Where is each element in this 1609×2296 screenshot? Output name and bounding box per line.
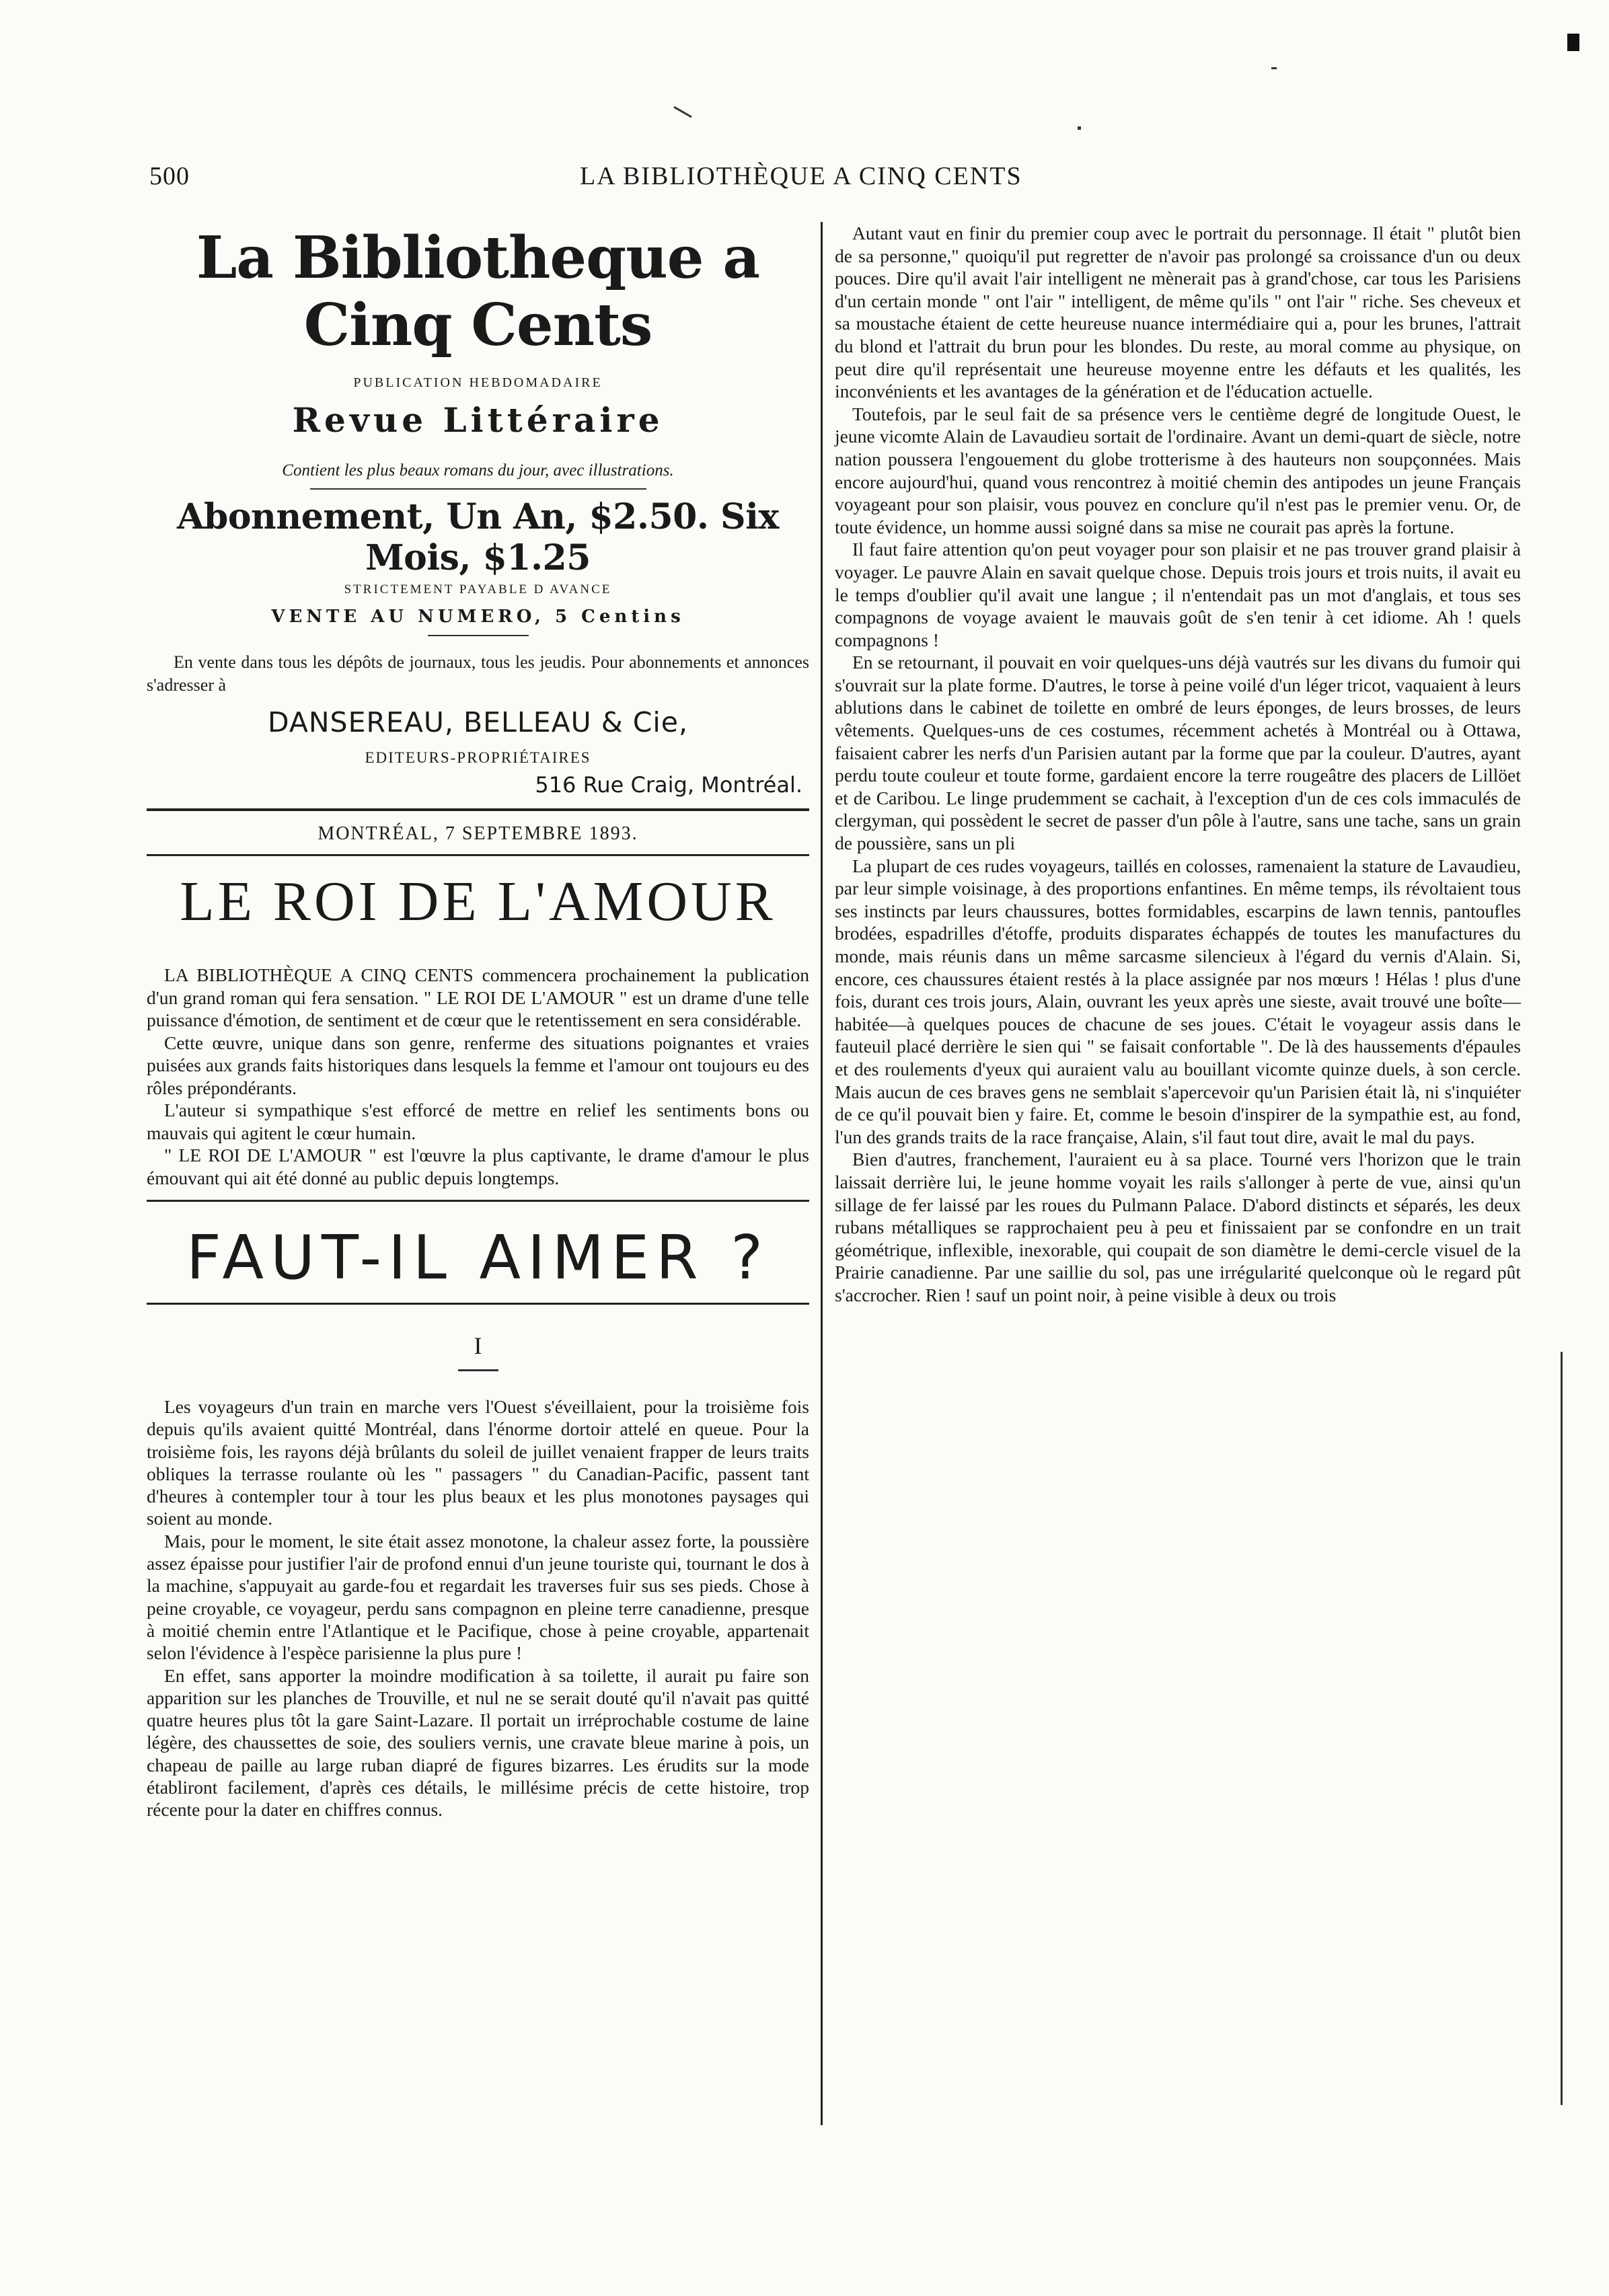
masthead-contient: Contient les plus beaux romans du jour, avec illustrations. — [282, 461, 674, 480]
announcement-paragraph: " LE ROI DE L'AMOUR " est l'œuvre la plus captivante, le drame d'amour le plus émouvant qui ait été donné au public depuis longtemps. — [147, 1145, 809, 1188]
story-paragraph: En effet, sans apporter la moindre modification à sa toilette, il aurait pu faire son apparition sur les planches de Trouville, et nul ne se serait douté qu'il n'avait pas quitté quatre heures plus tôt la gare Saint-Lazare. Il portait un irréprochable costume de laine légère, des chaussettes de soie, des souliers vernis, une cravate bleue marine à pois, un chapeau de paille au large ruban diapré de figures bizarres. Les érudits sur la mode établiront facilement, d'après ces détails, le millésime précis de cette histoire, trop récente pour la dater en chiffres connus. — [147, 1664, 809, 1821]
masthead-rule — [310, 488, 646, 490]
section-rule — [147, 1200, 809, 1202]
masthead-revue: Revue Littéraire — [292, 400, 664, 440]
running-title: LA BIBLIOTHÈQUE A CINQ CENTS — [580, 162, 1022, 190]
story-paragraph: Bien d'autres, franchement, l'auraient eu à sa place. Tourné vers l'horizon que le train laissait derrière lui, le jeune homme voyait les rails s'allonger à perte de vue, ainsi qu'un sillage de fer laissé par les roues du Pulmann Palace. D'abord distincts et séparés, les deux rubans métalliques se rapprochaient peu à peu et finissaient par se confondre en un trait géométrique, inflexible, inexorable, qui coupait de son diamètre le demi-cercle visuel de la Prairie canadienne. Par une saillie du sol, pas une irrégularité quelconque où le regard pût s'accrocher. Rien ! sauf un point noir, à peine visible à deux ou trois — [835, 1149, 1521, 1305]
single-copy-price: VENTE AU NUMERO, 5 Centins — [271, 607, 685, 627]
announcement — [147, 964, 809, 1189]
story-paragraph: La plupart de ces rudes voyageurs, taillés en colosses, ramenaient la stature de Lavaudieu, par leur simple voisinage, à des proportions enfantines. En même temps, ils révoltaient tous ses instincts par leurs chaussures, bottes formidables, escarpins de lawn tennis, pantoufles brodées, espadrilles d'étoffe, produits disparates échappés de toutes les manufactures du monde, mais réunis dans un même sarcasme silencieux à l'égard du vernis d'Alain. Si, encore, ces chaussures étaient restés à la place assignée par nos mœurs ! Hélas ! plus d'une fois, durant ces trois jours, Alain, ouvrant les yeux après une sieste, avait trouvé une boîte—habitée—à quelques pouces de chacune de ses joues. C'était le voyageur assis dans le fauteuil placé derrière le sien qui " se faisait confortable ". De là des haussements d'épaules et des roulements d'yeux qui auraient valu au bouillant vicomte quinze duels, à son cercle. Mais aucun de ces braves gens ne semblait s'apercevoir qu'un Parisien était là, ni s'inquiéter de ce qu'il pouvait bien y faire. Et, comme le besoin d'inspirer de la sympathie est, au fond, l'un des grands traits de la race française, Alain, s'il faut tout dire, avait le mal du pays. — [835, 855, 1521, 1147]
margin-rule — [1561, 1352, 1563, 2105]
announcement-paragraph: Cette œuvre, unique dans son genre, renferme des situations poignantes et vraies puisées aux grands faits historiques dans lesquels la femme et l'amour ont toujours eu des rôles prépondérants. — [147, 1032, 809, 1098]
publisher-address: 516 Rue Craig, Montréal. — [535, 772, 802, 798]
announcement-paragraph: LA BIBLIOTHÈQUE A CINQ CENTS commencera prochainement la publication d'un grand roman qui fera sensation. " LE ROI DE L'AMOUR " est un drame d'une telle puissance d'émotion, de sentiment et de cœur que le retentissement en sera considérable. — [147, 964, 809, 1030]
sales-notice: En vente dans tous les dépôts de journaux, tous les jeudis. Pour abonnements et annonces s'adresser à — [147, 652, 809, 695]
subscription-price: Abonnement, Un An, $2.50. Six Mois, $1.25 — [177, 496, 779, 578]
story-left — [147, 1395, 809, 1821]
publisher-name: DANSEREAU, BELLEAU & Cie, — [267, 706, 688, 738]
announcement-paragraph: L'auteur si sympathique s'est efforcé de mettre en relief les sentiments bons ou mauvais qui agitent le cœur humain. — [147, 1100, 809, 1143]
scan-speck — [1271, 67, 1277, 69]
left-column — [147, 222, 809, 1821]
story-paragraph: Les voyageurs d'un train en marche vers l'Ouest s'éveillaient, pour la troisième fois depuis qu'ils avaient quitté Montréal, dans l'énorme dortoir attelé en queue. Pour la troisième fois, les rayons déjà brûlants du soleil de juillet venaient frapper de leurs traits obliques la terrasse roulante où les " passagers " du Canadian-Pacific, passent tant d'heures à contempler tour à tour les plus beaux et les plus monotones paysages qui soient au monde. — [147, 1396, 809, 1529]
story-paragraph: Autant vaut en finir du premier coup avec le portrait du personnage. Il était " plutôt bien de sa personne," quoiqu'il put regretter de n'avoir pas prolongé sa croissance d'un ou deux pouces. Dire qu'il avait l'air intelligent ne mènerait pas à grand'chose, car tous les Parisiens d'un certain monde " ont l'air " intelligent, de même qu'ils " ont l'air " riche. Ses cheveux et sa moustache étaient de cette heureuse nuance intermédiaire qui a, pour les brunes, l'attrait du blond et l'attrait du brun pour les blondes. Du reste, au moral comme au physique, on peut dire qu'il représentait une heureuse moyenne entre les défauts et les qualités, les inconvénients et les avantages de la génération et de l'éducation actuelle. — [835, 223, 1521, 402]
scan-mark — [1567, 34, 1579, 51]
chapter-rule — [458, 1369, 498, 1371]
scan-speck — [673, 106, 691, 118]
masthead-rule — [147, 808, 809, 811]
masthead-title: La Bibliotheque a Cinq Cents — [196, 224, 760, 359]
column-divider — [821, 222, 823, 2125]
section-rule — [147, 1303, 809, 1305]
page-number: 500 — [149, 162, 190, 190]
headline-faut: FAUT-IL AIMER ? — [186, 1223, 770, 1293]
story-paragraph: Il faut faire attention qu'on peut voyager pour son plaisir et ne pas trouver grand plaisir à voyager. Le pauvre Alain en savait quelque chose. Depuis trois jours et trois nuits, il avait eu le temps d'oublier qu'il avait une langue ; il n'entendait pas un mot d'anglais, et tous ses compagnons de voyage avaient le mauvais goût de s'en tenir à cet idiome. Ah ! quels compagnons ! — [835, 539, 1521, 650]
running-head — [149, 161, 1528, 195]
scan-speck — [1078, 126, 1081, 130]
masthead-rule — [428, 635, 529, 636]
subscription-terms: STRICTEMENT PAYABLE D AVANCE — [344, 582, 612, 597]
chapter-number: I — [474, 1332, 482, 1359]
dateline: MONTRÉAL, 7 SEPTEMBRE 1893. — [147, 823, 809, 856]
story-paragraph: Toutefois, par le seul fait de sa présence vers le centième degré de longitude Ouest, le jeune vicomte Alain de Lavaudieu sortait de l'ordinaire. Avant un demi-quart de siècle, notre nation poussera l'engouement du globe trotterisme à des hauteurs non soupçonnées. Mais encore aujourd'hui, quand vous rencontrez à moitié chemin des antipodes un jeune Français voyageant pour son plaisir, vous pouvez en conclure qu'il n'est pas le premier venu. Or, de toute évidence, un homme aussi soigné dans sa mise ne courait pas après la fortune. — [835, 403, 1521, 537]
story-paragraph: Mais, pour le moment, le site était assez monotone, la chaleur assez forte, la poussière assez épaisse pour justifier l'air de profond ennui d'un jeune touriste qui, tournant le dos à la machine, s'appuyait au garde-fou et regardait les traverses fuir sus ses pieds. Chose à peine croyable, ce voyageur, perdu sans compagnon en pleine terre canadienne, presque à moitié chemin entre l'Atlantique et le Pacifique, chose à peine croyable, appartenait selon l'évidence à l'espèce parisienne la plus pure ! — [147, 1530, 809, 1664]
story-paragraph: En se retournant, il pouvait en voir quelques-uns déjà vautrés sur les divans du fumoir qui s'ouvrait sur la plate forme. D'autres, le torse à peine voilé d'un léger tricot, vaquaient à leurs ablutions dans le cabinet de toilette en ombré de leurs éponges, de leurs brosses, de leurs vêtements. Quelques-uns de ces costumes, récemment achetés à Montréal ou à Ottawa, faisaient cabrer les nerfs d'un Parisien autant par la forme que par la couleur. D'autres, ayant perdu toute couleur et toute forme, gardaient encore la terre rougeâtre des placers de Lillöet et de Caribou. Le linge prudemment se cachait, à l'exception d'un de ces cols immaculés de clergyman, qui possèdent le secret de passer d'un pôle à l'autre, sans une tache, sans un grain de poussière, sans un pli — [835, 652, 1521, 854]
headline-roi: LE ROI DE L'AMOUR — [180, 870, 776, 933]
masthead-subtitle: PUBLICATION HEBDOMADAIRE — [353, 375, 603, 390]
right-column — [835, 222, 1521, 1307]
publisher-role: EDITEURS-PROPRIÉTAIRES — [365, 749, 591, 766]
